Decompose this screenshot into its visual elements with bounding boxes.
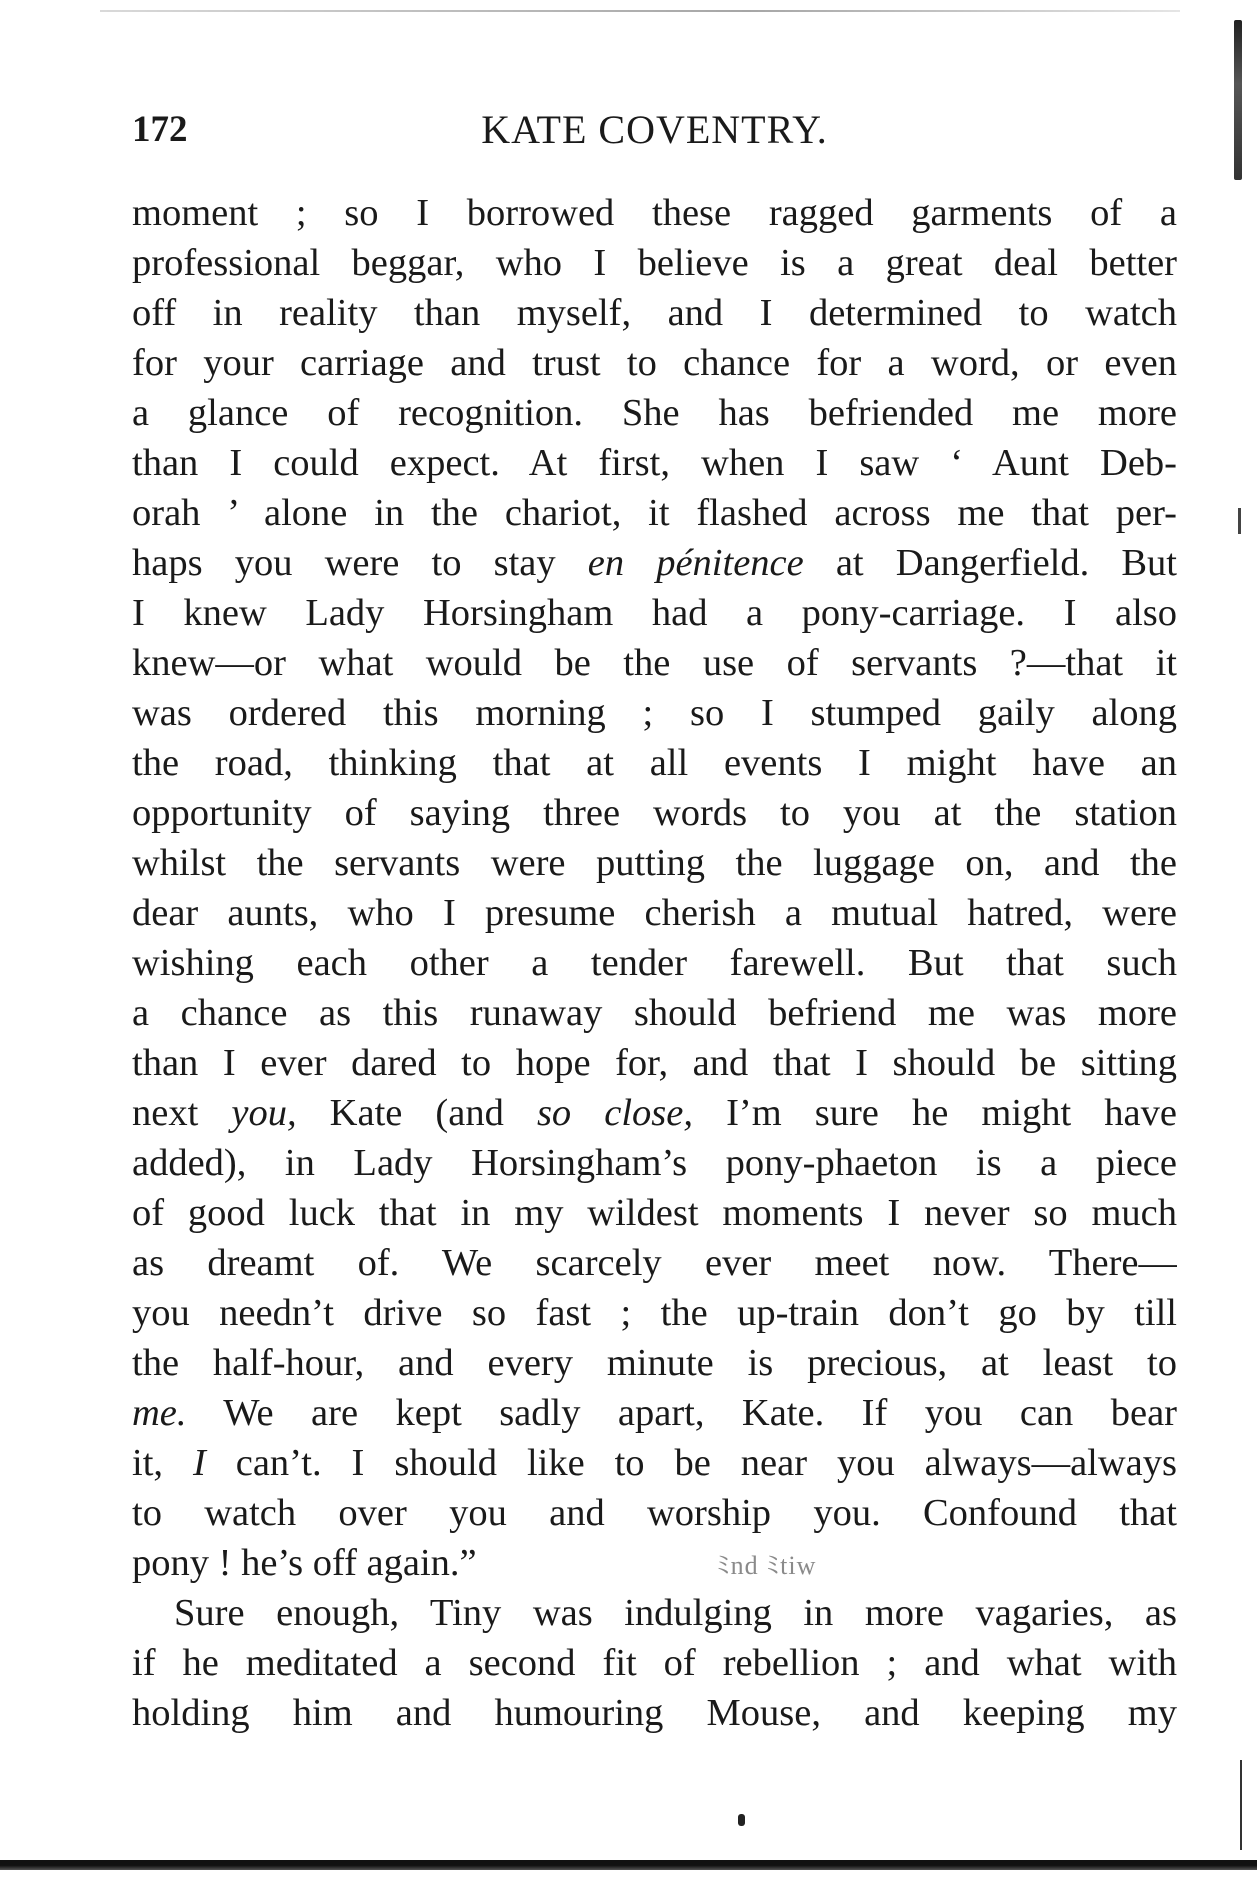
ink-speck	[738, 1814, 745, 1826]
scan-edge-mark	[1238, 508, 1241, 534]
scan-right-edge	[1234, 20, 1242, 180]
text-line: a chance as this runaway should befriend me was more	[132, 992, 1177, 1034]
text-line: for your carriage and trust to chance for a word, or even	[132, 342, 1177, 384]
page-header	[132, 100, 1177, 160]
text-line: a glance of recognition. She has befriended me more	[132, 392, 1177, 434]
scan-bottom-rule	[0, 1860, 1257, 1870]
text-line: dear aunts, who I presume cherish a mutual hatred, were	[132, 892, 1177, 934]
italic-phrase: you,	[231, 1092, 297, 1134]
text-line: haps you were to stay en pénitence at Dangerfield. But	[132, 542, 1177, 584]
body-text	[132, 188, 1177, 1738]
text-line: the half-hour, and every minute is precious, at least to	[132, 1342, 1177, 1384]
text-line: professional beggar, who I believe is a great deal better	[132, 242, 1177, 284]
paragraph-end-line: pony ! he’s off again.” ﾐnd ﾐtiw	[132, 1538, 1177, 1588]
text-line: orah ’ alone in the chariot, it flashed across me that per-	[132, 492, 1177, 534]
text-line: whilst the servants were putting the luggage on, and the	[132, 842, 1177, 884]
text-line: than I could expect. At first, when I saw ‘ Aunt Deb-	[132, 442, 1177, 484]
scan-edge-low	[1240, 1760, 1242, 1850]
text-line: if he meditated a second fit of rebellion ; and what with	[132, 1642, 1177, 1684]
text-line: opportunity of saying three words to you at the station	[132, 792, 1177, 834]
text-line: moment ; so I borrowed these ragged garments of a	[132, 192, 1177, 234]
text-line: off in reality than myself, and I determined to watch	[132, 292, 1177, 334]
text-line: as dreamt of. We scarcely ever meet now. There—	[132, 1242, 1177, 1284]
text-line: it, I can’t. I should like to be near you always—always	[132, 1442, 1177, 1484]
italic-phrase: en pénitence	[587, 542, 804, 584]
italic-phrase: I	[192, 1442, 206, 1484]
scan-top-rule	[100, 10, 1180, 12]
faded-stamp-mark: ﾐnd ﾐtiw	[716, 1551, 817, 1581]
text-line: Sure enough, Tiny was indulging in more vagaries, as	[174, 1592, 1177, 1634]
text-line: was ordered this morning ; so I stumped gaily along	[132, 692, 1177, 734]
page-number: 172	[132, 109, 188, 150]
text-line: I knew Lady Horsingham had a pony-carriage. I also	[132, 592, 1177, 634]
italic-phrase: so close,	[536, 1092, 693, 1134]
text-line: than I ever dared to hope for, and that I should be sitting	[132, 1042, 1177, 1084]
text-line: added), in Lady Horsingham’s pony-phaeton is a piece	[132, 1142, 1177, 1184]
text-line: the road, thinking that at all events I might have an	[132, 742, 1177, 784]
text-line: knew—or what would be the use of servants ?—that it	[132, 642, 1177, 684]
text-line: holding him and humouring Mouse, and keeping my	[132, 1692, 1177, 1734]
text-line: of good luck that in my wildest moments I never so much	[132, 1192, 1177, 1234]
text-line: me. We are kept sadly apart, Kate. If you can bear	[132, 1392, 1177, 1434]
running-title: KATE COVENTRY.	[481, 107, 828, 152]
italic-phrase: me.	[132, 1392, 187, 1434]
text-line: to watch over you and worship you. Confound that	[132, 1492, 1177, 1534]
text-line: you needn’t drive so fast ; the up-train don’t go by till	[132, 1292, 1177, 1334]
text-line: wishing each other a tender farewell. But that such	[132, 942, 1177, 984]
text-line: next you, Kate (and so close, I’m sure he might have	[132, 1092, 1177, 1134]
